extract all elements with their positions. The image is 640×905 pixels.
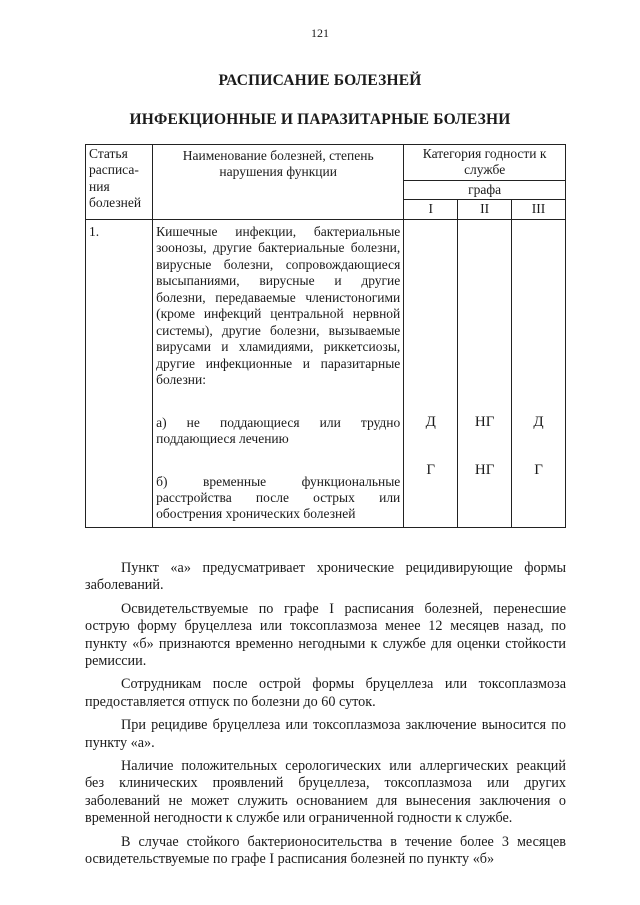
header-col-3: III <box>512 200 566 219</box>
disease-description: Кишечные инфекции, бактериальные зоонозы, другие бактериальные болезни, вирусные болезни, сопровождающиеся высыпаниями, вирусные и другие болезни, передаваемые членистоногими (кроме инфекций центральной нервной системы), другие болезни, вызываемые вирусами и хламидиями, риккетсиозы, другие инфекционные и паразитарные болезни: <box>156 223 401 388</box>
graf-1-cell <box>404 219 458 527</box>
subitem-b-graf-3: Г <box>534 462 543 479</box>
article-number: 1. <box>86 219 153 527</box>
body-text <box>85 560 566 869</box>
header-col-2: II <box>458 200 512 219</box>
page-number: 121 <box>311 26 329 40</box>
graf-3-cell <box>512 219 566 527</box>
paragraph-6: В случае стойкого бактерионосительства в течение более 3 месяцев освидетельствуемые по графе I расписания болезней по пункту «б» <box>85 833 566 868</box>
paragraph-3: Сотрудникам после острой формы бруцеллеза или токсоплазмоза предоставляется отпуск по болезни до 60 суток. <box>85 676 566 710</box>
subitem-a-graf-1: Д <box>425 413 436 430</box>
paragraph-4: При рецидиве бруцеллеза или токсоплазмоза заключение выносится по пункту «а». <box>85 717 566 751</box>
header-disease-name: Наименование болезней, степень нарушения функции <box>153 145 404 220</box>
subitem-a-graf-2: НГ <box>474 413 495 430</box>
disease-schedule-table <box>85 144 566 528</box>
graf-2-cell <box>458 219 512 527</box>
header-article: Статья расписа- ния болезней <box>86 145 153 220</box>
paragraph-5: Наличие положительных серологических или аллергических реакций без клинических проявлений бруцеллеза, токсоплазмоза или других заболеваний не может служить основанием для вынесения заключения о временной негодности к службе или ограниченной годности к службе. <box>85 758 566 827</box>
paragraph-2: Освидетельствуемые по графе I расписания болезней, перенесшие острую форму бруцеллеза или токсоплазмоза менее 12 месяцев назад, по пункту «б» признаются временно негодными к службе для оценки стойкости ремиссии. <box>85 600 566 670</box>
header-col-1: I <box>404 200 458 219</box>
subitem-b-graf-2: НГ <box>474 462 495 479</box>
section-title: ИНФЕКЦИОННЫЕ И ПАРАЗИТАРНЫЕ БОЛЕЗНИ <box>129 111 511 128</box>
subitem-a-text: а) не поддающиеся или трудно поддающиеся лечению <box>156 414 401 447</box>
main-title: РАСПИСАНИЕ БОЛЕЗНЕЙ <box>218 72 422 89</box>
subitem-b-text: б) временные функциональные расстройства после острых или обострения хронических болезней <box>156 473 401 522</box>
header-graf: графа <box>404 180 566 199</box>
disease-cell <box>153 219 404 527</box>
subitem-b-graf-1: Г <box>426 462 436 479</box>
table-row <box>86 219 566 527</box>
table-header-row <box>86 145 566 181</box>
paragraph-1: Пункт «а» предусматривает хронические рецидивирующие формы заболеваний. <box>85 560 566 594</box>
header-fitness-category: Категория годности к службе <box>404 145 566 181</box>
subitem-a-graf-3: Д <box>533 413 544 430</box>
